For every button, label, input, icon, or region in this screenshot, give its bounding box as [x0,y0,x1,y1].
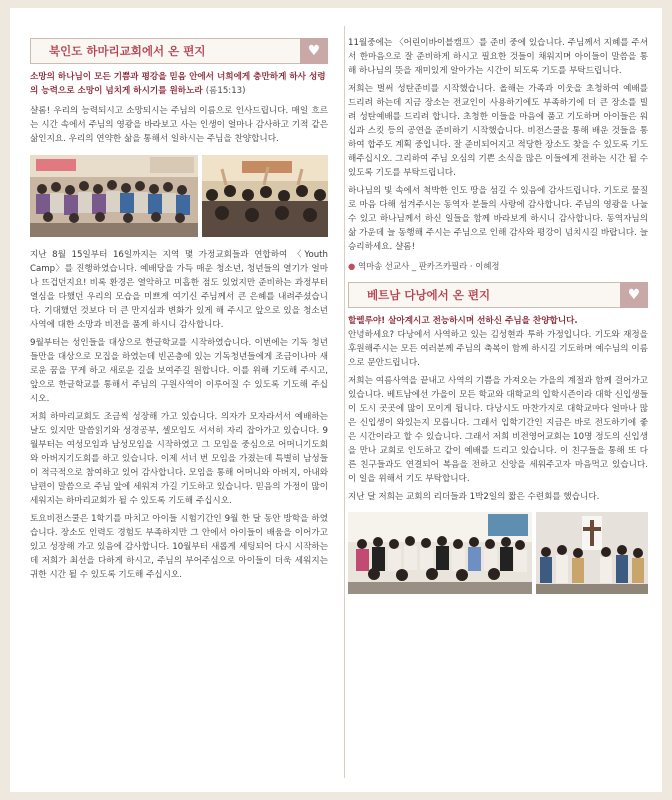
paragraph: 하나님의 빛 속에서 척박한 인도 땅을 섬길 수 있음에 감사드립니다. 기도로 물질로 마음 다해 섬겨주시는 동역자 분들의 사랑에 감사합니다. 주님의 영광을 나눌 수 있고 하나님께서 하신 일들을 함께 바라보게 하시니 감사합니다. 동역자님의 삶 가운데 늘 동행해 주시는 주님으로 인해 감사와 평강이 넘치시길 바랍니다. 늘 승리하세요. 샬롬! [348,186,648,252]
paragraph: 지난 달 저희는 교회의 리더들과 1박2일의 짧은 수련회를 했습니다. [348,492,600,502]
section-title: 베트남 다낭에서 온 편지 [367,288,491,302]
paragraph: 안녕하세요? 다낭에서 사역하고 있는 김성현과 투하 가정입니다. 기도와 재정을 후원해주시는 모든 여러분께 주님의 축복이 함께 하시길 기도하며 예수님의 이름으로 문안드립니다. [348,330,648,368]
column-divider [344,26,345,778]
heart-badge [620,282,648,308]
heart-icon: ♥ [307,43,321,59]
lead-sentence: 할렐루야! 살아계시고 전능하시며 선하신 주님을 찬양합니다. [348,316,578,326]
paragraph: 지난 8월 15일부터 16일까지는 지역 몇 가정교회들과 연합하여 〈Youth Camp〉를 진행하였습니다. 예배당을 가득 매운 청소년, 청년들의 열기가 얼마나 뜨겁던지요! 비록 환경은 열악하고 미흡한 점도 있었지만 준비하는 과정부터 열심을 다했던 우리의 모습을 미쁘게 여기신 주님께서 큰 은혜를 내려주셨습니다. 기대했던 것보다 더 큰 만지심과 변화가 있게 해 주시고 앞으로 있을 청소년사역에 대한 소망과 비전을 품게 하시니 감사합니다. [30,250,328,330]
bible-verse [30,70,328,98]
photo-row-retreat [348,512,648,594]
section-title-bar-vietnam [348,282,648,308]
photo-youth-camp-worship [202,155,328,237]
verse-reference: (롬15:13) [205,86,246,96]
signature-text: 역마송 선교사 _ 판카즈카필라 · 이혜정 [357,261,500,271]
paragraph: 11월중에는 〈어린이바이블캠프〉를 준비 중에 있습니다. 주님께서 지혜를 주셔서 한마음으로 잘 준비하게 하시고 필요한 것들이 채워지며 아이들이 말씀을 통해 하나님의 뜻을 재미있게 알아가는 시간이 되도록 기도를 부탁드립니다. [348,38,648,76]
paragraph: 저희는 벌써 성탄준비를 시작했습니다. 올해는 가족과 이웃을 초청하여 예배를 드리려 하는데 지금 장소는 전교인이 사용하기에도 부족하기에 더 큰 장소를 빌려 성탄예배를 드리려 합니다. 초청한 이들을 마음에 품고 기도하며 아이들은 워십과 스킷 등의 공연을 준비하기 시작했습니다. 비전스쿨을 통해 배운 것들을 통하여 합주도 계획 중입니다. 잘 준비되어지고 적당한 장소도 찾을 수 있도록 기도해주십시오. 그리하여 주님 오심의 기쁜 소식을 많은 이들에게 전하는 시간 될 수 있도록 기도를 부탁드립니다. [348,84,648,178]
photo-youth-camp-group [30,155,198,237]
photo-church-cross [536,512,648,594]
paragraph: 저희는 여름사역을 끝내고 사역의 기쁨을 가져오는 가을의 계절과 함께 걸어가고 있습니다. 베트남에선 가을이 모든 학교와 대학교의 입학시즌이라 대학 신입생들이 도시 곳곳에 많이 모이게 됩니다. 다낭시도 마찬가지로 대학교마다 얼마나 많은 신입생이 와있는지 모릅니다. 그래서 입학기간인 지금은 바로 전도하기에 좋은 시간이라고 할 수 있습니다. 그래서 저희 비전영어교회는 10명 정도의 신입생을 만나 교회로 인도하고 같이 예배를 드리고 있습니다. 이 친구들을 통해 또 다른 친구들과도 연결되어 복음을 전하고 신앙을 세워주고자 마음먹고 있습니다. 이 일을 위해서 기도 부탁합니다. [348,376,648,484]
paragraph: 저희 하마리교회도 조금씩 성장해 가고 있습니다. 의자가 모자라서서 예배하는 날도 있지만 말씀읽기와 성경공부, 셀모임도 서서히 자리 잡아가고 있습니다. 9월부터는 여성모임과 남성모임을 시작하였고 그 모임을 중심으로 어머니기도회와 아버지기도회를 하고 있습니다. 이제 서너 번 모임을 가졌는데 특별히 남성들이 적극적으로 참여하고 있어 감사합니다. 모임을 통해 어머니와 아버지, 아내와 남편이 말씀으로 주님 앞에 세워져 가길 기도하고 있습니다. 믿음의 가정이 많이 세워지는 하마리교회가 될 수 있도록 기도해 주십시오. [30,412,328,506]
paragraph: 9월부터는 성인들을 대상으로 한글학교를 시작하였습니다. 이번에는 기독 청년들만을 대상으로 모집을 하였는데 빈곤층에 있는 기독청년들에게 조금이나마 새로운 꿈을 꾸게 하고 새로운 길을 보여주길 원합니다. 이를 위해 기도해 주시고, 앞으로 한글학교를 통해서 주님의 구원사역이 이루어질 수 있도록 기도해 주십시오. [30,338,328,404]
missionary-signature [348,260,648,272]
newsletter-page [10,8,662,792]
section-title: 북인도 하마리교회에서 온 편지 [49,44,206,58]
paragraph: 샬롬! 우리의 능력되시고 소망되시는 주님의 이름으로 인사드립니다. 매일 흐르는 시간 속에서 주님의 영광을 바라보고 사는 인생이 얼마나 감사하고 기적 같은 삶인지요. 우리의 연약한 삶을 통해서 일하시는 주님을 찬양합니다. [30,106,328,144]
left-column [30,8,328,582]
bullet-dot-icon: ● [348,261,356,271]
verse-text: 소망의 하나님이 모든 기쁨과 평강을 믿음 안에서 너희에게 충만하게 하사 성령의 능력으로 소망이 넘치게 하시기를 원하노라 [30,72,326,96]
photo-row-youth-camp [30,155,328,237]
heart-badge [300,38,328,64]
heart-icon: ♥ [627,287,641,303]
photo-retreat-group [348,512,532,594]
paragraph: 토요비전스쿨은 1학기를 마치고 아이들 시험기간인 9월 한 달 동안 방학을 하였습니다. 장소도 인력도 경험도 부족하지만 그 안에서 아이들이 배움을 이어가고 있고 성장해 가고 있음에 감사합니다. 10월부터 새롭게 세팅되어 다시 시작하는데 저희가 최선을 다하게 하시고, 주님의 부어주심으로 아이들이 더욱 세워지는 귀한 시간 될 수 있도록 기도해 주십시오. [30,514,328,580]
right-column [348,36,648,605]
section-title-bar-india [30,38,328,64]
